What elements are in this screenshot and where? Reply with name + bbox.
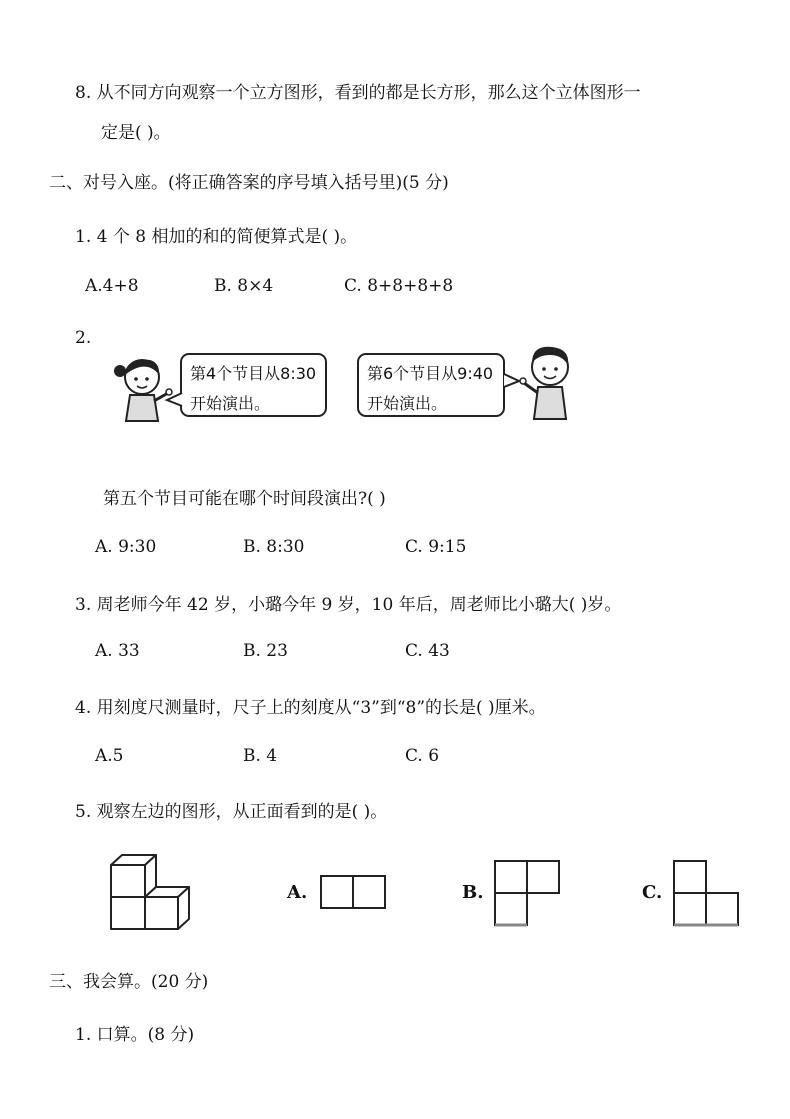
q3-option-c: C. 43 xyxy=(405,641,450,661)
q2-number: 2. xyxy=(75,328,92,348)
bubble-right-line1: 第6个节目从9:40 xyxy=(367,364,494,383)
section2-title: 二、对号入座。(将正确答案的序号填入括号里)(5 分) xyxy=(49,173,449,193)
bubble-left-line1: 第4个节目从8:30 xyxy=(190,364,317,383)
q1-option-c: C. 8+8+8+8 xyxy=(344,276,454,296)
q4-option-b: B. 4 xyxy=(243,746,278,766)
q2-option-b: B. 8:30 xyxy=(243,537,305,557)
speech-bubble-left xyxy=(180,353,327,417)
q5-option-a-label: A. xyxy=(287,882,308,903)
q1-option-b: B. 8×4 xyxy=(214,276,274,296)
q4-option-c: C. 6 xyxy=(405,746,440,766)
q3-option-a: A. 33 xyxy=(95,641,140,661)
option-b-view-figure xyxy=(494,860,560,926)
bubble-left-line2: 开始演出。 xyxy=(190,394,271,413)
q5-text: 5. 观察左边的图形，从正面看到的是( )。 xyxy=(75,802,388,822)
q3-text: 3. 周老师今年 42 岁，小璐今年 9 岁，10 年后，周老师比小璐大( )岁。 xyxy=(75,595,622,615)
option-a-view-figure xyxy=(320,875,386,909)
q5-option-b-label: B. xyxy=(462,882,484,903)
speech-bubble-right xyxy=(357,353,505,417)
q4-option-a: A.5 xyxy=(95,746,124,766)
cube-stack-figure xyxy=(108,853,192,933)
girl-illustration xyxy=(110,355,180,425)
q2-option-a: A. 9:30 xyxy=(95,537,157,557)
q2-question: 第五个节目可能在哪个时间段演出?( ) xyxy=(103,489,386,509)
q3-option-b: B. 23 xyxy=(243,641,288,661)
girl-body xyxy=(126,395,158,421)
boy-illustration xyxy=(518,343,578,423)
q4-text: 4. 用刻度尺测量时，尺子上的刻度从“3”到“8”的长是( )厘米。 xyxy=(75,698,546,718)
q5-option-c-label: C. xyxy=(642,882,663,903)
section3-title: 三、我会算。(20 分) xyxy=(49,972,209,992)
q2-option-c: C. 9:15 xyxy=(405,537,467,557)
q1-option-a: A.4+8 xyxy=(85,276,139,296)
q8-line1: 8. 从不同方向观察一个立方图形，看到的都是长方形，那么这个立体图形一 xyxy=(75,83,641,103)
bubble-left-tail xyxy=(166,392,184,408)
q8-line2: 定是( )。 xyxy=(101,123,171,143)
section3-q1: 1. 口算。(8 分) xyxy=(75,1025,195,1045)
q1-text: 1. 4 个 8 相加的和的简便算式是( )。 xyxy=(75,227,358,247)
option-c-view-figure xyxy=(673,860,739,926)
bubble-right-line2: 开始演出。 xyxy=(367,394,448,413)
